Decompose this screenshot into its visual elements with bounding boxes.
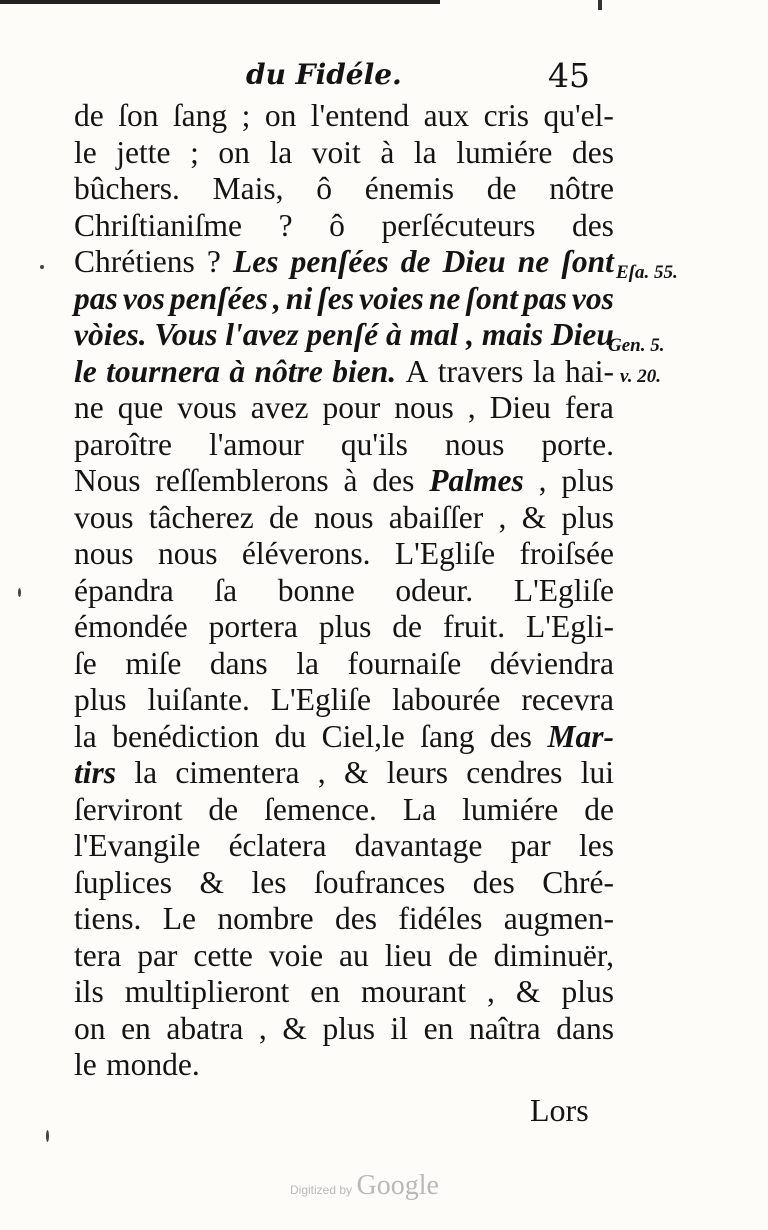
word: à <box>229 353 246 389</box>
word: fidéles <box>398 901 483 936</box>
word: davantage <box>354 828 483 863</box>
word: , <box>538 463 547 498</box>
word: tirs <box>74 755 117 790</box>
word: émondée <box>74 609 188 644</box>
body-text <box>74 98 614 1084</box>
digitization-watermark <box>290 1170 439 1202</box>
word: Chré- <box>542 864 614 900</box>
word: mal <box>409 317 459 352</box>
word: & <box>515 974 541 1009</box>
text-line <box>74 646 614 683</box>
top-mark <box>598 0 602 10</box>
word: qu'ils <box>340 426 408 462</box>
word: voies <box>359 280 424 316</box>
word: augmen- <box>503 901 614 936</box>
margin-note-gen: Gen. 5. <box>608 335 665 356</box>
word: plus <box>561 499 614 535</box>
text-line <box>74 390 614 427</box>
word: La <box>402 791 437 827</box>
word: plus <box>74 682 127 717</box>
word: plus <box>318 609 372 644</box>
text-line <box>74 573 614 610</box>
text-line <box>74 901 614 938</box>
word: penſé <box>306 317 379 352</box>
word: cette <box>193 937 253 973</box>
text-line <box>74 828 614 865</box>
word: à <box>385 317 402 352</box>
word: à <box>380 134 395 170</box>
word: Dieu <box>550 317 614 352</box>
text-line <box>74 682 614 719</box>
word: monde. <box>106 1047 200 1082</box>
word: , <box>498 499 507 535</box>
word: ſes <box>317 280 355 316</box>
word: lieu <box>384 937 432 973</box>
word: du <box>274 718 307 754</box>
word: Nous <box>74 463 141 498</box>
word: à <box>343 463 358 498</box>
word: dans <box>556 1010 614 1046</box>
word: dans <box>209 645 268 681</box>
word: mais <box>481 317 544 352</box>
word: froiſsée <box>519 536 614 571</box>
word: , <box>467 390 476 425</box>
word: ſuplices <box>74 864 172 900</box>
word: ſang <box>420 718 475 754</box>
word: penſées <box>169 280 268 316</box>
word: vous <box>74 499 134 535</box>
word: il <box>390 1010 409 1046</box>
word: ; <box>241 98 251 133</box>
word: nôtre <box>549 171 614 206</box>
word: par <box>510 828 551 863</box>
word: tera <box>74 937 122 973</box>
word: tournera <box>106 353 220 389</box>
word: énemis <box>364 171 454 206</box>
word: plus <box>561 463 614 498</box>
word: voit <box>311 134 361 170</box>
word: l'entend <box>310 98 410 133</box>
word: abaiſſer <box>388 499 484 535</box>
word: & <box>343 755 369 790</box>
word: ſont <box>561 244 614 279</box>
word: abatra <box>166 1010 244 1046</box>
word: reſſemblerons <box>155 463 329 498</box>
word: ô <box>329 207 345 243</box>
word: de <box>584 791 614 827</box>
text-line <box>74 500 614 537</box>
word: de <box>447 937 478 973</box>
word: par <box>137 937 178 973</box>
word: vos <box>122 280 165 316</box>
word: on <box>74 1010 106 1046</box>
word: mourant <box>361 974 467 1009</box>
word: labourée <box>391 682 501 717</box>
text-line <box>74 1011 614 1048</box>
word: bonne <box>277 572 355 608</box>
word: le <box>74 353 97 389</box>
word: , <box>258 1010 267 1046</box>
word: ne <box>517 244 550 279</box>
top-rule <box>0 0 440 4</box>
word: , <box>272 280 281 316</box>
word: , <box>317 755 326 790</box>
word: ſemence. <box>264 791 377 827</box>
word: ſerviront <box>74 791 183 827</box>
word: le <box>74 134 97 170</box>
word: de <box>392 609 423 644</box>
word: paroître <box>74 426 172 462</box>
word: la <box>269 134 293 170</box>
word: vous <box>177 390 237 425</box>
word: Ciel,le <box>321 718 405 754</box>
word: voie <box>268 937 324 973</box>
word: pas <box>74 280 118 316</box>
word: lumiére <box>456 134 553 170</box>
word: la <box>296 645 319 681</box>
word: ſang <box>172 98 228 133</box>
word: jette <box>116 134 171 170</box>
text-line <box>74 135 614 172</box>
word: lui <box>580 755 614 790</box>
word: L'Egli- <box>526 609 614 644</box>
text-line <box>74 427 614 464</box>
word: L'Egliſe <box>394 536 496 571</box>
word: ; <box>190 134 199 170</box>
word: nous <box>314 499 374 535</box>
word: odeur. <box>395 572 474 608</box>
word: & <box>199 864 225 900</box>
word: le <box>74 1047 97 1082</box>
margin-note-verse: v. 20. <box>620 366 661 387</box>
word: L'Egliſe <box>513 572 614 608</box>
word: de <box>486 171 517 206</box>
word: travers <box>437 353 524 389</box>
word: Vous <box>154 317 218 352</box>
word: la <box>74 718 97 754</box>
word: L'Egliſe <box>270 682 371 717</box>
word: fournaiſe <box>347 645 462 681</box>
word: en <box>423 1010 454 1046</box>
word: & <box>282 1010 307 1046</box>
word: multiplieront <box>124 974 290 1009</box>
text-line <box>74 1047 614 1084</box>
word: vos <box>571 280 614 316</box>
word: déviendra <box>489 645 614 681</box>
word: l'Evangile <box>74 828 201 863</box>
word: de <box>268 499 299 535</box>
word: les <box>251 864 287 900</box>
word: éclatera <box>228 828 327 863</box>
word: nous <box>444 426 505 462</box>
word: Mar- <box>547 718 614 754</box>
text-line <box>74 719 614 756</box>
word: penſées <box>290 244 389 279</box>
page-header <box>0 56 768 96</box>
word: bien. <box>332 353 397 389</box>
running-title: du Fidéle. <box>246 58 402 91</box>
word: bûchers. <box>74 171 180 206</box>
word: cendres <box>466 755 563 790</box>
word: plus <box>322 1010 375 1046</box>
word: naîtra <box>468 1010 541 1046</box>
text-line <box>74 208 614 245</box>
word: nous <box>74 536 134 571</box>
word: de <box>208 791 239 827</box>
text-line <box>74 865 614 902</box>
text-line <box>74 938 614 975</box>
word: au <box>339 937 369 973</box>
word: ſa <box>214 572 238 608</box>
ink-speck <box>18 588 21 597</box>
word: tâcherez <box>148 499 254 535</box>
word: plus <box>561 974 614 1009</box>
word: vòies. <box>74 317 147 352</box>
word: on <box>218 134 250 170</box>
word: lumiére <box>462 791 559 827</box>
google-logo: Google <box>356 1170 439 1201</box>
word: benédiction <box>112 718 260 754</box>
word: éléverons. <box>241 536 371 571</box>
word: fera <box>564 390 614 425</box>
word: cris <box>483 98 530 133</box>
word: des <box>489 718 532 754</box>
word: aux <box>423 98 470 133</box>
word: ne <box>428 280 461 316</box>
word: en <box>310 974 341 1009</box>
word: Chrétiens <box>74 244 195 279</box>
word: Mais, <box>212 171 284 206</box>
word: Dieu <box>489 390 551 425</box>
word: des <box>472 864 515 900</box>
word: luiſante. <box>147 682 250 717</box>
word: nous <box>394 390 454 425</box>
word: pour <box>322 390 381 425</box>
word: porte. <box>541 426 614 462</box>
word: l'amour <box>208 426 304 462</box>
word: de <box>400 244 431 279</box>
word: l'avez <box>225 317 299 352</box>
word: des <box>571 207 614 243</box>
word: la <box>413 134 437 170</box>
page-number: 45 <box>548 56 590 95</box>
word: ſoufrances <box>314 864 446 900</box>
word: ſont <box>465 280 518 316</box>
word: Palmes <box>429 463 524 498</box>
word: Le <box>162 901 196 936</box>
text-line <box>74 317 614 354</box>
digitized-by-label: Digitized by <box>290 1183 353 1197</box>
word: perſécuteurs <box>381 207 536 243</box>
word: qu'el- <box>543 98 614 133</box>
word: tiens. <box>74 901 142 936</box>
word: & <box>521 499 547 535</box>
word: ſe <box>74 645 97 681</box>
word: Chriſtianiſme <box>74 207 242 243</box>
word: que <box>117 390 164 425</box>
text-line <box>74 463 614 500</box>
word: ne <box>74 390 104 425</box>
word: pas <box>523 280 567 316</box>
word: , <box>487 974 495 1009</box>
text-line <box>74 171 614 208</box>
word: miſe <box>125 645 182 681</box>
margin-note-esa: Eſa. 55. <box>616 262 678 283</box>
word: de <box>74 98 104 133</box>
text-line <box>74 354 614 391</box>
word: recevra <box>521 682 614 717</box>
word: nombre <box>217 901 314 936</box>
catchword: Lors <box>530 1092 589 1128</box>
text-line <box>74 98 614 135</box>
ink-speck <box>40 265 44 269</box>
text-line <box>74 281 614 318</box>
word: la <box>532 353 556 389</box>
word: on <box>264 98 297 133</box>
word: des <box>372 463 415 498</box>
text-line <box>74 244 614 281</box>
word: ſon <box>118 98 159 133</box>
word: la <box>134 755 158 790</box>
word: , <box>466 317 475 352</box>
word: en <box>121 1010 151 1046</box>
word: nous <box>157 536 218 571</box>
text-line <box>74 609 614 646</box>
word: ni <box>285 280 313 316</box>
word: leurs <box>386 755 448 790</box>
text-line <box>74 792 614 829</box>
word: Dieu <box>442 244 506 279</box>
word: portera <box>208 609 298 644</box>
word: ? <box>206 244 221 279</box>
word: ? <box>278 207 293 243</box>
word: des <box>571 134 614 170</box>
word: hai- <box>565 353 614 389</box>
ink-speck <box>46 1130 49 1142</box>
word: épandra <box>74 572 174 608</box>
word: diminuër, <box>493 937 614 973</box>
word: des <box>335 901 378 936</box>
text-line <box>74 755 614 792</box>
word: fruit. <box>442 609 506 644</box>
word: ils <box>74 974 104 1009</box>
word: les <box>578 828 614 863</box>
text-line <box>74 974 614 1011</box>
word: ô <box>316 171 332 206</box>
word: cimentera <box>175 755 300 790</box>
word: Les <box>233 244 279 279</box>
word: nôtre <box>254 353 323 389</box>
text-line <box>74 536 614 573</box>
word: A <box>405 353 429 389</box>
word: avez <box>250 390 309 425</box>
